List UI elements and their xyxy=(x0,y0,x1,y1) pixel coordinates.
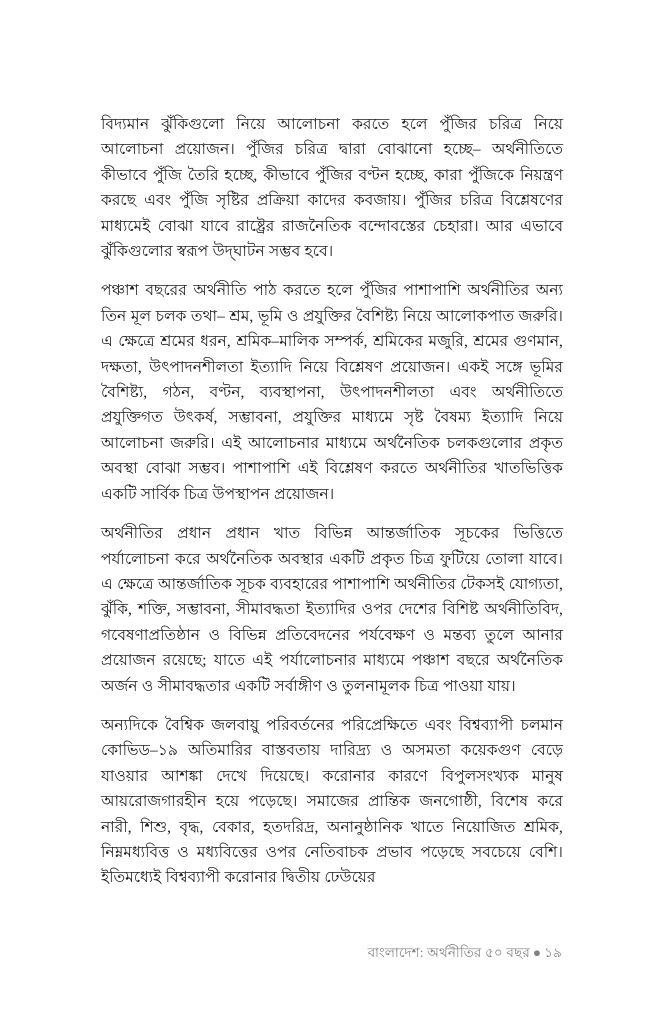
page-footer xyxy=(101,944,562,962)
footer-bullet-icon: ● xyxy=(532,945,542,960)
page-text-column xyxy=(101,112,563,891)
body-paragraph-3: অর্থনীতির প্রধান প্রধান খাত বিভিন্ন আন্তর্জাতিক সূচকের ভিত্তিতে পর্যালোচনা করে অর্থনৈতিক অবস্থার একটি প্রকৃত চিত্র ফুটিয়ে তোলা যাবে। এ ক্ষেত্রে আন্তর্জাতিক সূচক ব্যবহারের পাশাপাশি অর্থনীতির টেকসই যোগ্যতা, ঝুঁকি, শক্তি, সম্ভাবনা, সীমাবদ্ধতা ইত্যাদির ওপর দেশের বিশিষ্ট অর্থনীতিবিদ, গবেষণাপ্রতিষ্ঠান ও বিভিন্ন প্রতিবেদনের পর্যবেক্ষণ ও মন্তব্য তুলে আনার প্রয়োজন রয়েছে; যাতে এই পর্যালোচনার মাধ্যমে পঞ্চাশ বছরে অর্থনৈতিক অর্জন ও সীমাবদ্ধতার একটি সর্বাঙ্গীণ ও তুলনামূলক চিত্র পাওয়া যায়। xyxy=(101,525,563,695)
footer-page-number: ১৯ xyxy=(544,945,562,960)
body-paragraph-2: পঞ্চাশ বছরের অর্থনীতি পাঠ করতে হলে পুঁজির পাশাপাশি অর্থনীতির অন্য তিন মূল চলক তথা– শ্রম, ভূমি ও প্রযুক্তির বৈশিষ্ট্য নিয়ে আলোকপাত জরুরি। এ ক্ষেত্রে শ্রমের ধরন, শ্রমিক–মালিক সম্পর্ক, শ্রমিকের মজুরি, শ্রমের গুণমান, দক্ষতা, উৎপাদনশীলতা ইত্যাদি নিয়ে বিশ্লেষণ প্রয়োজন। একই সঙ্গে ভূমির বৈশিষ্ট্য, গঠন, বণ্টন, ব্যবস্থাপনা, উৎপাদনশীলতা এবং অর্থনীতিতে প্রযুক্তিগত উৎকর্ষ, সম্ভাবনা, প্রযুক্তির মাধ্যমে সৃষ্ট বৈষম্য ইত্যাদি নিয়ে আলোচনা জরুরি। এই আলোচনার মাধ্যমে অর্থনৈতিক চলকগুলোর প্রকৃত অবস্থা বোঝা সম্ভব। পাশাপাশি এই বিশ্লেষণ করতে অর্থনীতির খাতভিত্তিক একটি সার্বিক চিত্র উপস্থাপন প্রয়োজন। xyxy=(101,282,563,503)
footer-book-title: বাংলাদেশ: অর্থনীতির ৫০ বছর xyxy=(367,945,530,960)
body-paragraph-4: অন্যদিকে বৈশ্বিক জলবায়ু পরিবর্তনের পরিপ্রেক্ষিতে এবং বিশ্বব্যাপী চলমান কোভিড–১৯ অতিমারির বাস্তবতায় দারিদ্র্য ও অসমতা কয়েকগুণ বেড়ে যাওয়ার আশঙ্কা দেখে দিয়েছে। করোনার কারণে বিপুলসংখ্যক মানুষ আয়রোজগারহীন হয়ে পড়েছে। সমাজের প্রান্তিক জনগোষ্ঠী, বিশেষ করে নারী, শিশু, বৃদ্ধ, বেকার, হতদরিদ্র, অনানুষ্ঠানিক খাতে নিয়োজিত শ্রমিক, নিম্নমধ্যবিত্ত ও মধ্যবিত্তের ওপর নেতিবাচক প্রভাব পড়েছে সবচেয়ে বেশি। ইতিমধ্যেই বিশ্বব্যাপী করোনার দ্বিতীয় ঢেউয়ের xyxy=(101,716,563,887)
footer-content xyxy=(368,944,562,962)
body-paragraph-1: বিদ্যমান ঝুঁকিগুলো নিয়ে আলোচনা করতে হলে পুঁজির চরিত্র নিয়ে আলোচনা প্রয়োজন। পুঁজির চরিত্র দ্বারা বোঝানো হচ্ছে– অর্থনীতিতে কীভাবে পুঁজি তৈরি হচ্ছে, কীভাবে পুঁজির বণ্টন হচ্ছে, কারা পুঁজিকে নিয়ন্ত্রণ করছে এবং পুঁজি সৃষ্টির প্রক্রিয়া কাদের কবজায়। পুঁজির চরিত্র বিশ্লেষণের মাধ্যমেই বোঝা যাবে রাষ্ট্রের রাজনৈতিক বন্দোবস্তের চেহারা। আর এভাবে ঝুঁকিগুলোর স্বরূপ উদ্‌ঘাটন সম্ভব হবে। xyxy=(101,116,563,261)
